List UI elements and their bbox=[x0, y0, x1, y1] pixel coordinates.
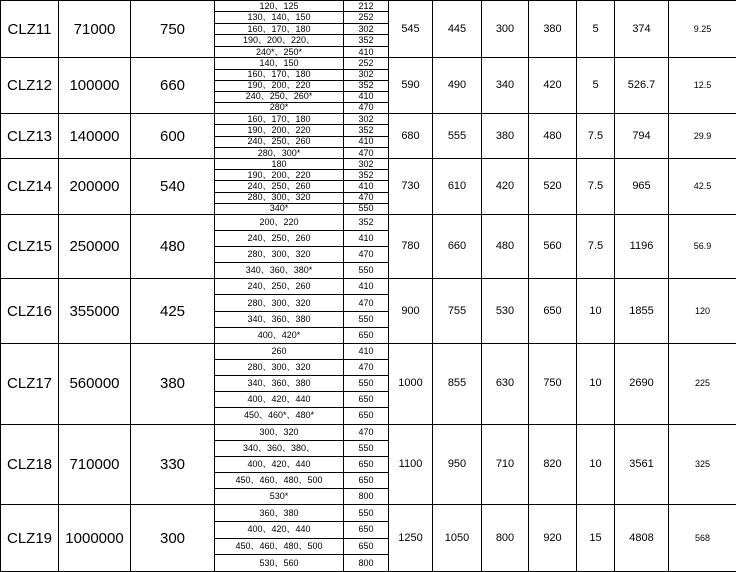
weight-cell: 965 bbox=[615, 159, 669, 214]
model-cell: CLZ18 bbox=[1, 424, 59, 505]
bore-diameter-cell: 280、300、320 bbox=[215, 295, 344, 311]
inertia-cell: 9.25 bbox=[669, 1, 736, 58]
bore-length-cell: 550 bbox=[344, 203, 389, 214]
torque-cell: 100000 bbox=[59, 58, 131, 113]
dimension-d1-cell: 660 bbox=[433, 214, 482, 279]
bore-length-cell: 470 bbox=[344, 102, 389, 113]
bore-diameter-cell: 120、125 bbox=[215, 1, 344, 12]
model-cell: CLZ14 bbox=[1, 159, 59, 214]
bore-diameter-cell: 340、360、380 bbox=[215, 376, 344, 392]
speed-cell: 300 bbox=[131, 505, 215, 572]
model-cell: CLZ15 bbox=[1, 214, 59, 279]
model-cell: CLZ13 bbox=[1, 113, 59, 158]
torque-cell: 355000 bbox=[59, 279, 131, 344]
dimension-d-cell: 680 bbox=[389, 113, 433, 158]
torque-cell: 710000 bbox=[59, 424, 131, 505]
bore-diameter-cell: 530* bbox=[215, 489, 344, 505]
bore-diameter-cell: 280* bbox=[215, 102, 344, 113]
bore-diameter-cell: 340、360、380、 bbox=[215, 440, 344, 456]
dimension-s-cell: 10 bbox=[577, 343, 615, 424]
bore-diameter-cell: 240、250、260 bbox=[215, 230, 344, 246]
bore-diameter-cell: 450、460*、480* bbox=[215, 408, 344, 424]
bore-length-cell: 550 bbox=[344, 311, 389, 327]
dimension-d-cell: 900 bbox=[389, 279, 433, 344]
bore-length-cell: 800 bbox=[344, 489, 389, 505]
bore-diameter-cell: 240、250、260 bbox=[215, 136, 344, 147]
bore-diameter-cell: 190、200、220 bbox=[215, 80, 344, 91]
dimension-d2-cell: 380 bbox=[482, 113, 529, 158]
bore-diameter-cell: 160、170、180 bbox=[215, 69, 344, 80]
dimension-d3-cell: 480 bbox=[529, 113, 577, 158]
dimension-d3-cell: 750 bbox=[529, 343, 577, 424]
dimension-d1-cell: 610 bbox=[433, 159, 482, 214]
bore-length-cell: 550 bbox=[344, 376, 389, 392]
inertia-cell: 568 bbox=[669, 505, 736, 572]
dimension-d2-cell: 530 bbox=[482, 279, 529, 344]
bore-length-cell: 550 bbox=[344, 505, 389, 522]
bore-diameter-cell: 400、420、440 bbox=[215, 392, 344, 408]
table-row bbox=[1, 214, 736, 230]
bore-diameter-cell: 160、170、180 bbox=[215, 23, 344, 34]
dimension-d2-cell: 340 bbox=[482, 58, 529, 113]
inertia-cell: 29.9 bbox=[669, 113, 736, 158]
bore-length-cell: 352 bbox=[344, 35, 389, 46]
inertia-cell: 225 bbox=[669, 343, 736, 424]
bore-length-cell: 470 bbox=[344, 192, 389, 203]
weight-cell: 1196 bbox=[615, 214, 669, 279]
inertia-cell: 120 bbox=[669, 279, 736, 344]
dimension-d3-cell: 650 bbox=[529, 279, 577, 344]
dimension-d3-cell: 520 bbox=[529, 159, 577, 214]
dimension-d2-cell: 630 bbox=[482, 343, 529, 424]
model-cell: CLZ19 bbox=[1, 505, 59, 572]
bore-length-cell: 800 bbox=[344, 555, 389, 572]
bore-length-cell: 302 bbox=[344, 113, 389, 124]
bore-length-cell: 352 bbox=[344, 125, 389, 136]
weight-cell: 794 bbox=[615, 113, 669, 158]
bore-diameter-cell: 240*、250* bbox=[215, 46, 344, 57]
dimension-d1-cell: 950 bbox=[433, 424, 482, 505]
speed-cell: 660 bbox=[131, 58, 215, 113]
bore-length-cell: 550 bbox=[344, 440, 389, 456]
bore-length-cell: 650 bbox=[344, 521, 389, 538]
bore-length-cell: 650 bbox=[344, 392, 389, 408]
bore-length-cell: 352 bbox=[344, 214, 389, 230]
bore-length-cell: 650 bbox=[344, 538, 389, 555]
bore-diameter-cell: 140、150 bbox=[215, 58, 344, 69]
dimension-d3-cell: 560 bbox=[529, 214, 577, 279]
dimension-d-cell: 545 bbox=[389, 1, 433, 58]
bore-diameter-cell: 190、200、220、 bbox=[215, 35, 344, 46]
bore-length-cell: 650 bbox=[344, 472, 389, 488]
inertia-cell: 42.5 bbox=[669, 159, 736, 214]
speed-cell: 540 bbox=[131, 159, 215, 214]
dimension-d1-cell: 490 bbox=[433, 58, 482, 113]
table-row bbox=[1, 1, 736, 12]
dimension-d1-cell: 755 bbox=[433, 279, 482, 344]
bore-length-cell: 410 bbox=[344, 181, 389, 192]
bore-diameter-cell: 160、170、180 bbox=[215, 113, 344, 124]
weight-cell: 4808 bbox=[615, 505, 669, 572]
bore-length-cell: 302 bbox=[344, 23, 389, 34]
bore-diameter-cell: 240、250、260 bbox=[215, 279, 344, 295]
bore-diameter-cell: 450、460、480、500 bbox=[215, 538, 344, 555]
bore-length-cell: 352 bbox=[344, 80, 389, 91]
table-row bbox=[1, 505, 736, 522]
bore-diameter-cell: 400、420、440 bbox=[215, 456, 344, 472]
bore-length-cell: 410 bbox=[344, 136, 389, 147]
model-cell: CLZ12 bbox=[1, 58, 59, 113]
dimension-d-cell: 730 bbox=[389, 159, 433, 214]
table-row bbox=[1, 58, 736, 69]
dimension-d3-cell: 420 bbox=[529, 58, 577, 113]
speed-cell: 425 bbox=[131, 279, 215, 344]
bore-diameter-cell: 400、420、440 bbox=[215, 521, 344, 538]
bore-length-cell: 650 bbox=[344, 456, 389, 472]
bore-diameter-cell: 360、380 bbox=[215, 505, 344, 522]
weight-cell: 2690 bbox=[615, 343, 669, 424]
bore-length-cell: 650 bbox=[344, 408, 389, 424]
weight-cell: 3561 bbox=[615, 424, 669, 505]
bore-length-cell: 650 bbox=[344, 327, 389, 343]
torque-cell: 140000 bbox=[59, 113, 131, 158]
bore-diameter-cell: 300、320 bbox=[215, 424, 344, 440]
weight-cell: 374 bbox=[615, 1, 669, 58]
table-row bbox=[1, 113, 736, 124]
torque-cell: 560000 bbox=[59, 343, 131, 424]
dimension-d-cell: 1000 bbox=[389, 343, 433, 424]
torque-cell: 200000 bbox=[59, 159, 131, 214]
weight-cell: 526.7 bbox=[615, 58, 669, 113]
dimension-d1-cell: 445 bbox=[433, 1, 482, 58]
table-row bbox=[1, 343, 736, 359]
model-cell: CLZ16 bbox=[1, 279, 59, 344]
dimension-d-cell: 590 bbox=[389, 58, 433, 113]
torque-cell: 1000000 bbox=[59, 505, 131, 572]
dimension-d2-cell: 300 bbox=[482, 1, 529, 58]
speed-cell: 600 bbox=[131, 113, 215, 158]
bore-length-cell: 212 bbox=[344, 1, 389, 12]
inertia-cell: 325 bbox=[669, 424, 736, 505]
dimension-d-cell: 1100 bbox=[389, 424, 433, 505]
bore-diameter-cell: 260 bbox=[215, 343, 344, 359]
bore-length-cell: 410 bbox=[344, 91, 389, 102]
bore-diameter-cell: 530、560 bbox=[215, 555, 344, 572]
torque-cell: 71000 bbox=[59, 1, 131, 58]
table-row bbox=[1, 279, 736, 295]
bore-diameter-cell: 190、200、220 bbox=[215, 125, 344, 136]
dimension-s-cell: 15 bbox=[577, 505, 615, 572]
dimension-d3-cell: 820 bbox=[529, 424, 577, 505]
bore-length-cell: 470 bbox=[344, 424, 389, 440]
bore-length-cell: 302 bbox=[344, 69, 389, 80]
table-row bbox=[1, 159, 736, 170]
bore-diameter-cell: 340、360、380 bbox=[215, 311, 344, 327]
dimension-s-cell: 5 bbox=[577, 1, 615, 58]
bore-diameter-cell: 280、300* bbox=[215, 147, 344, 158]
inertia-cell: 12.5 bbox=[669, 58, 736, 113]
bore-length-cell: 352 bbox=[344, 170, 389, 181]
speed-cell: 750 bbox=[131, 1, 215, 58]
table-row bbox=[1, 424, 736, 440]
bore-diameter-cell: 280、300、320 bbox=[215, 192, 344, 203]
dimension-d2-cell: 420 bbox=[482, 159, 529, 214]
dimension-s-cell: 10 bbox=[577, 279, 615, 344]
dimension-s-cell: 7.5 bbox=[577, 159, 615, 214]
weight-cell: 1855 bbox=[615, 279, 669, 344]
bore-diameter-cell: 280、300、320 bbox=[215, 247, 344, 263]
bore-diameter-cell: 280、300、320 bbox=[215, 360, 344, 376]
model-cell: CLZ11 bbox=[1, 1, 59, 58]
bore-diameter-cell: 240、250、260* bbox=[215, 91, 344, 102]
bore-diameter-cell: 340* bbox=[215, 203, 344, 214]
bore-length-cell: 470 bbox=[344, 147, 389, 158]
model-cell: CLZ17 bbox=[1, 343, 59, 424]
dimension-s-cell: 7.5 bbox=[577, 113, 615, 158]
bore-diameter-cell: 400、420* bbox=[215, 327, 344, 343]
bore-length-cell: 470 bbox=[344, 295, 389, 311]
bore-length-cell: 410 bbox=[344, 343, 389, 359]
speed-cell: 480 bbox=[131, 214, 215, 279]
dimension-d1-cell: 555 bbox=[433, 113, 482, 158]
speed-cell: 330 bbox=[131, 424, 215, 505]
bore-diameter-cell: 200、220 bbox=[215, 214, 344, 230]
bore-length-cell: 550 bbox=[344, 263, 389, 279]
bore-length-cell: 252 bbox=[344, 58, 389, 69]
dimension-d3-cell: 380 bbox=[529, 1, 577, 58]
bore-diameter-cell: 190、200、220 bbox=[215, 170, 344, 181]
bore-length-cell: 252 bbox=[344, 12, 389, 23]
dimension-s-cell: 10 bbox=[577, 424, 615, 505]
inertia-cell: 56.9 bbox=[669, 214, 736, 279]
bore-diameter-cell: 240、250、260 bbox=[215, 181, 344, 192]
dimension-d2-cell: 800 bbox=[482, 505, 529, 572]
speed-cell: 380 bbox=[131, 343, 215, 424]
dimension-d3-cell: 920 bbox=[529, 505, 577, 572]
bore-length-cell: 410 bbox=[344, 46, 389, 57]
dimension-d-cell: 780 bbox=[389, 214, 433, 279]
dimension-d2-cell: 480 bbox=[482, 214, 529, 279]
bore-length-cell: 410 bbox=[344, 279, 389, 295]
bore-length-cell: 410 bbox=[344, 230, 389, 246]
bore-diameter-cell: 180 bbox=[215, 159, 344, 170]
dimension-s-cell: 5 bbox=[577, 58, 615, 113]
bore-diameter-cell: 340、360、380* bbox=[215, 263, 344, 279]
dimension-s-cell: 7.5 bbox=[577, 214, 615, 279]
bore-diameter-cell: 130、140、150 bbox=[215, 12, 344, 23]
dimension-d-cell: 1250 bbox=[389, 505, 433, 572]
bore-length-cell: 470 bbox=[344, 247, 389, 263]
bore-length-cell: 302 bbox=[344, 159, 389, 170]
dimension-d1-cell: 1050 bbox=[433, 505, 482, 572]
torque-cell: 250000 bbox=[59, 214, 131, 279]
dimension-d2-cell: 710 bbox=[482, 424, 529, 505]
dimension-d1-cell: 855 bbox=[433, 343, 482, 424]
bore-length-cell: 470 bbox=[344, 360, 389, 376]
bore-diameter-cell: 450、460、480、500 bbox=[215, 472, 344, 488]
